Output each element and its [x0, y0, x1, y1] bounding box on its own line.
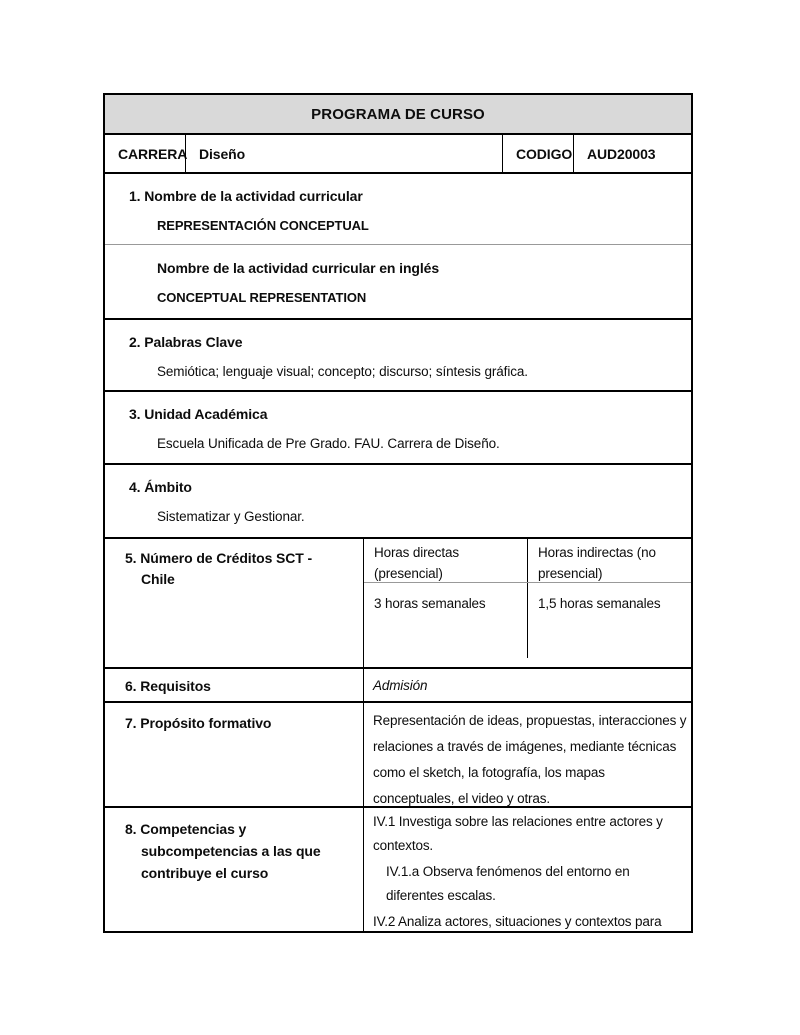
- carrera-value: Diseño: [185, 135, 502, 172]
- section-8-heading-cell: [105, 808, 364, 931]
- hours-values-row: [364, 583, 691, 658]
- section-8-heading-line2: subcompetencias a las que: [141, 843, 321, 859]
- section-3-heading: 3. Unidad Académica: [129, 406, 268, 422]
- section-1-heading: 1. Nombre de la actividad curricular: [129, 188, 363, 204]
- section-7-heading-cell: [105, 703, 364, 806]
- section-5-heading: [105, 539, 364, 667]
- hours-table: [364, 539, 691, 667]
- section-8-competencias-row: [105, 808, 691, 931]
- codigo-value: AUD20003: [573, 135, 691, 172]
- section-1-english-heading: Nombre de la actividad curricular en inglés: [157, 260, 440, 276]
- section-4-value: Sistematizar y Gestionar.: [157, 509, 305, 524]
- section-1-name-row: [105, 174, 691, 245]
- carrera-label: CARRERA: [118, 145, 188, 162]
- indirect-hours-value: 1,5 horas semanales: [538, 596, 661, 611]
- table-title-row: [105, 95, 691, 135]
- section-4-ambito-row: [105, 465, 691, 539]
- section-1-english-value: CONCEPTUAL REPRESENTATION: [157, 290, 367, 305]
- section-6-value: Admisión: [373, 678, 428, 693]
- codigo-label: CODIGO: [502, 135, 573, 172]
- section-1-value: REPRESENTACIÓN CONCEPTUAL: [157, 218, 369, 233]
- section-1-english-row: [105, 245, 691, 320]
- section-7-heading: 7. Propósito formativo: [125, 715, 272, 731]
- section-6-heading-cell: [105, 669, 364, 701]
- section-8-content: [364, 808, 691, 931]
- section-2-heading: 2. Palabras Clave: [129, 334, 243, 350]
- section-4-heading: 4. Ámbito: [129, 479, 192, 495]
- competency-item-iv2: IV.2 Analiza actores, situaciones y contextos para: [373, 914, 662, 929]
- section-5-heading-line1: 5. Número de Créditos SCT -: [125, 550, 313, 566]
- table-title: PROGRAMA DE CURSO: [311, 105, 485, 123]
- section-5-credits-row: [105, 539, 691, 669]
- section-3-academic-unit-row: [105, 392, 691, 465]
- hours-header-row: [364, 539, 691, 583]
- competency-item-iv1a: IV.1.a Observa fenómenos del entorno en diferentes escalas.: [386, 864, 630, 903]
- competency-item-iv1: IV.1 Investiga sobre las relaciones entre actores y contextos.: [373, 814, 663, 853]
- direct-hours-value: 3 horas semanales: [364, 583, 528, 658]
- section-8-heading-line1: 8. Competencias y: [125, 821, 247, 837]
- section-7-proposito-row: [105, 703, 691, 808]
- indirect-hours-header: Horas indirectas (no presencial): [538, 545, 656, 581]
- section-8-heading-line3: contribuye el curso: [141, 865, 269, 881]
- section-3-value: Escuela Unificada de Pre Grado. FAU. Carrera de Diseño.: [157, 436, 500, 451]
- direct-hours-header: Horas directas (presencial): [364, 539, 528, 582]
- section-2-keywords-row: [105, 320, 691, 392]
- section-6-heading: 6. Requisitos: [125, 678, 211, 694]
- section-6-requisitos-row: [105, 669, 691, 703]
- section-7-value: Representación de ideas, propuestas, interacciones y relaciones a través de imágenes, mediante técnicas como el sketch, la fotografía, los mapas conceptuales, el video y otras.: [373, 713, 687, 806]
- section-5-heading-line2: Chile: [141, 571, 175, 587]
- course-program-table: [103, 93, 693, 933]
- carrera-row: [105, 135, 691, 174]
- section-2-value: Semiótica; lenguaje visual; concepto; discurso; síntesis gráfica.: [157, 364, 528, 379]
